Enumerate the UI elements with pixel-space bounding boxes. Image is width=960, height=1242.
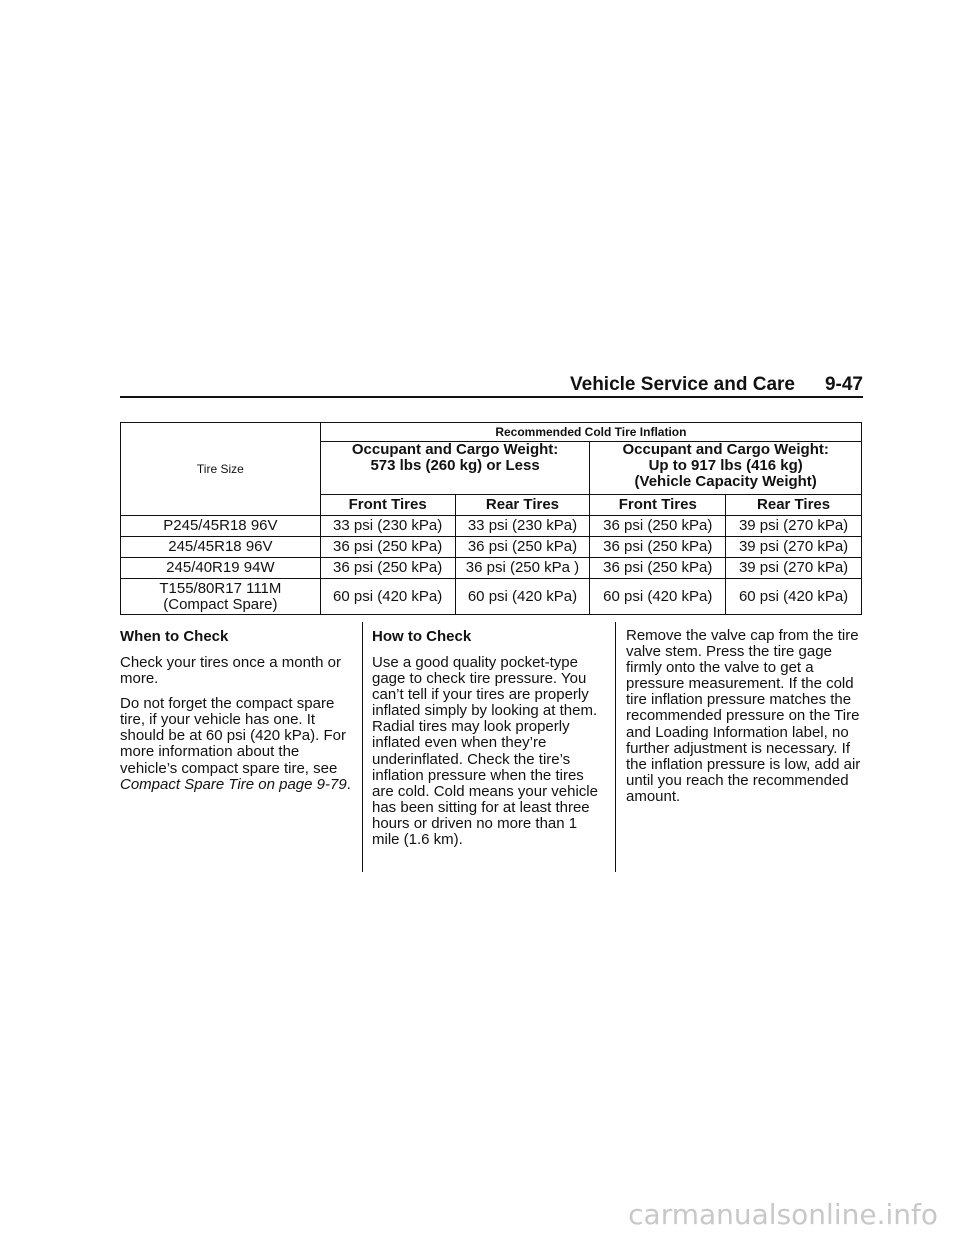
pressure-cell: 60 psi (420 kPa): [320, 579, 455, 615]
how-to-check-heading: How to Check: [372, 628, 472, 645]
paragraph: Check your tires once a month or more.: [120, 654, 341, 688]
pressure-cell: 39 psi (270 kPa): [726, 537, 862, 558]
page-number: 9-47: [824, 374, 863, 395]
page-header: [120, 370, 863, 398]
section-title: Vehicle Service and Care: [570, 374, 795, 395]
pressure-cell: 36 psi (250 kPa): [320, 558, 455, 579]
subheader-front-2: Front Tires: [590, 495, 726, 516]
group-title: Recommended Cold Tire Inflation: [320, 423, 861, 442]
cross-reference-link[interactable]: Compact Spare Tire on page 9-79: [120, 775, 347, 793]
tire-size-cell: T155/80R17 111M (Compact Spare): [121, 579, 321, 615]
subheader-front-1: Front Tires: [320, 495, 455, 516]
tire-size-cell: 245/45R18 96V: [121, 537, 321, 558]
table-row: [121, 537, 862, 558]
pressure-cell: 60 psi (420 kPa): [726, 579, 862, 615]
tire-inflation-table: [120, 422, 862, 615]
tire-size-cell: P245/45R18 96V: [121, 516, 321, 537]
column-when-to-check: [120, 628, 352, 802]
pressure-cell: 60 psi (420 kPa): [455, 579, 590, 615]
column-divider: [362, 622, 363, 872]
paragraph: Remove the valve cap from the tire valve stem. Press the tire gage firmly onto the valve to get a pressure measurement. If the cold tire inflation pressure matches the recommended pressure on the Tire and Loading Information label, no further adjustment is necessary. If the inflation pressure is low, add air until you reach the recommended amount.: [626, 627, 861, 805]
pressure-cell: 39 psi (270 kPa): [726, 558, 862, 579]
column-divider: [615, 622, 616, 872]
column-procedure: [626, 628, 862, 814]
paragraph: Use a good quality pocket-type gage to check tire pressure. You can’t tell if your tires are properly inflated simply by looking at them. Radial tires may look properly inflated even when they’re underinflated. Check the tire’s inflation pressure when the tires are cold. Cold means your vehicle has been sitting for at least three hours or driven no more than 1 mile (1.6 km).: [372, 654, 598, 849]
tire-size-header: Tire Size: [121, 423, 321, 516]
pressure-cell: 39 psi (270 kPa): [726, 516, 862, 537]
subheader-rear-2: Rear Tires: [726, 495, 862, 516]
pressure-cell: 33 psi (230 kPa): [455, 516, 590, 537]
tire-size-cell: 245/40R19 94W: [121, 558, 321, 579]
column-how-to-check: [372, 628, 608, 857]
group1-header: Occupant and Cargo Weight: 573 lbs (260 kg) or Less: [320, 442, 590, 495]
pressure-cell: 60 psi (420 kPa): [590, 579, 726, 615]
pressure-cell: 36 psi (250 kPa): [590, 516, 726, 537]
table-row: [121, 558, 862, 579]
subheader-rear-1: Rear Tires: [455, 495, 590, 516]
watermark: carmanualsonline.info: [628, 1198, 938, 1231]
pressure-cell: 36 psi (250 kPa): [590, 558, 726, 579]
paragraph: Do not forget the compact spare tire, if your vehicle has one. It should be at 60 psi (420 kPa). For more information about the vehicle’s compact spare tire, see Compact Spare Tire on page 9-79.: [120, 695, 351, 793]
pressure-cell: 36 psi (250 kPa ): [455, 558, 590, 579]
when-to-check-heading: When to Check: [120, 628, 229, 645]
pressure-cell: 36 psi (250 kPa): [590, 537, 726, 558]
pressure-cell: 36 psi (250 kPa): [320, 537, 455, 558]
group2-header: Occupant and Cargo Weight: Up to 917 lbs (416 kg) (Vehicle Capacity Weight): [590, 442, 862, 495]
table-row: [121, 579, 862, 615]
pressure-cell: 33 psi (230 kPa): [320, 516, 455, 537]
pressure-cell: 36 psi (250 kPa): [455, 537, 590, 558]
table-row: [121, 516, 862, 537]
